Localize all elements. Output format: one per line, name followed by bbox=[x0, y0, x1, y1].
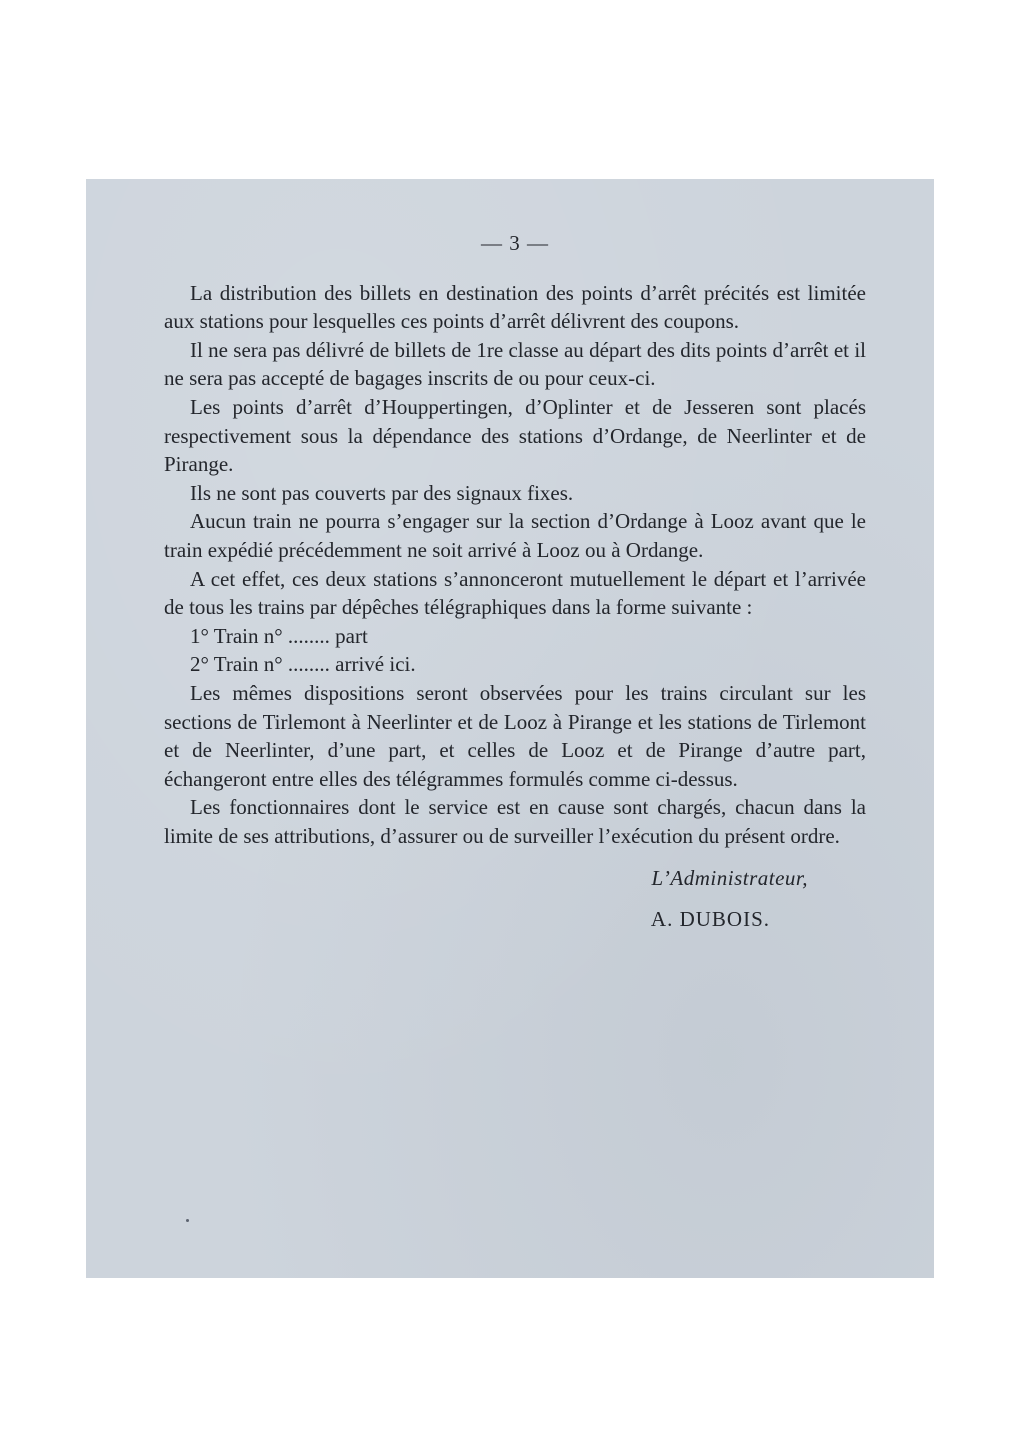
paragraph-section-ordange-looz: Aucun train ne pourra s’engager sur la section d’Ordange à Looz avant que le train expédié précédemment ne soit arrivé à Looz ou à Ordange. bbox=[164, 509, 866, 562]
signature-name: A. DUBOIS. bbox=[650, 907, 770, 932]
paragraph-officials: Les fonctionnaires dont le service est en cause sont chargés, chacun dans la limite de ses attributions, d’assurer ou de surveiller l’exécution du présent ordre. bbox=[164, 795, 866, 848]
paragraph-ticket-distribution: La distribution des billets en destination des points d’arrêt précités est limitée aux stations pour lesquelles ces points d’arrêt délivrent des coupons. bbox=[164, 280, 866, 334]
document-body bbox=[164, 229, 866, 934]
paragraph-stopping-points: Les points d’arrêt d’Houppertingen, d’Oplinter et de Jesseren sont placés respectivement sous la dépendance des stations d’Ordange, de Neerlinter et de Pirange. bbox=[164, 394, 866, 477]
scanned-page bbox=[86, 179, 934, 1278]
paragraph-signals: Ils ne sont pas couverts par des signaux fixes. bbox=[190, 480, 574, 505]
list-item-departure: 1° Train n° ........ part bbox=[190, 623, 368, 648]
speck-mark bbox=[186, 1219, 189, 1222]
page-number: — 3 — bbox=[481, 231, 549, 255]
list-item-arrival: 2° Train n° ........ arrivé ici. bbox=[190, 652, 416, 677]
paragraph-same-provisions: Les mêmes dispositions seront observées pour les trains circulant sur les sections de Tirlemont à Neerlinter et de Looz à Pirange et les stations de Tirlemont et de Neerlinter, d’une part, et celles de Looz et de Pirange d’autre part, échangeront entre elles des télégrammes formulés comme ci-dessus. bbox=[164, 680, 866, 791]
paragraph-telegraph: A cet effet, ces deux stations s’annonceront mutuellement le départ et l’arrivée de tous les trains par dépêches télégraphiques dans la forme suivante : bbox=[164, 566, 866, 620]
signature-title: L’Administrateur, bbox=[651, 866, 808, 891]
paragraph-first-class: Il ne sera pas délivré de billets de 1re classe au départ des dits points d’arrêt et il ne sera pas accepté de bagages inscrits de ou pour ceux-ci. bbox=[164, 337, 866, 391]
